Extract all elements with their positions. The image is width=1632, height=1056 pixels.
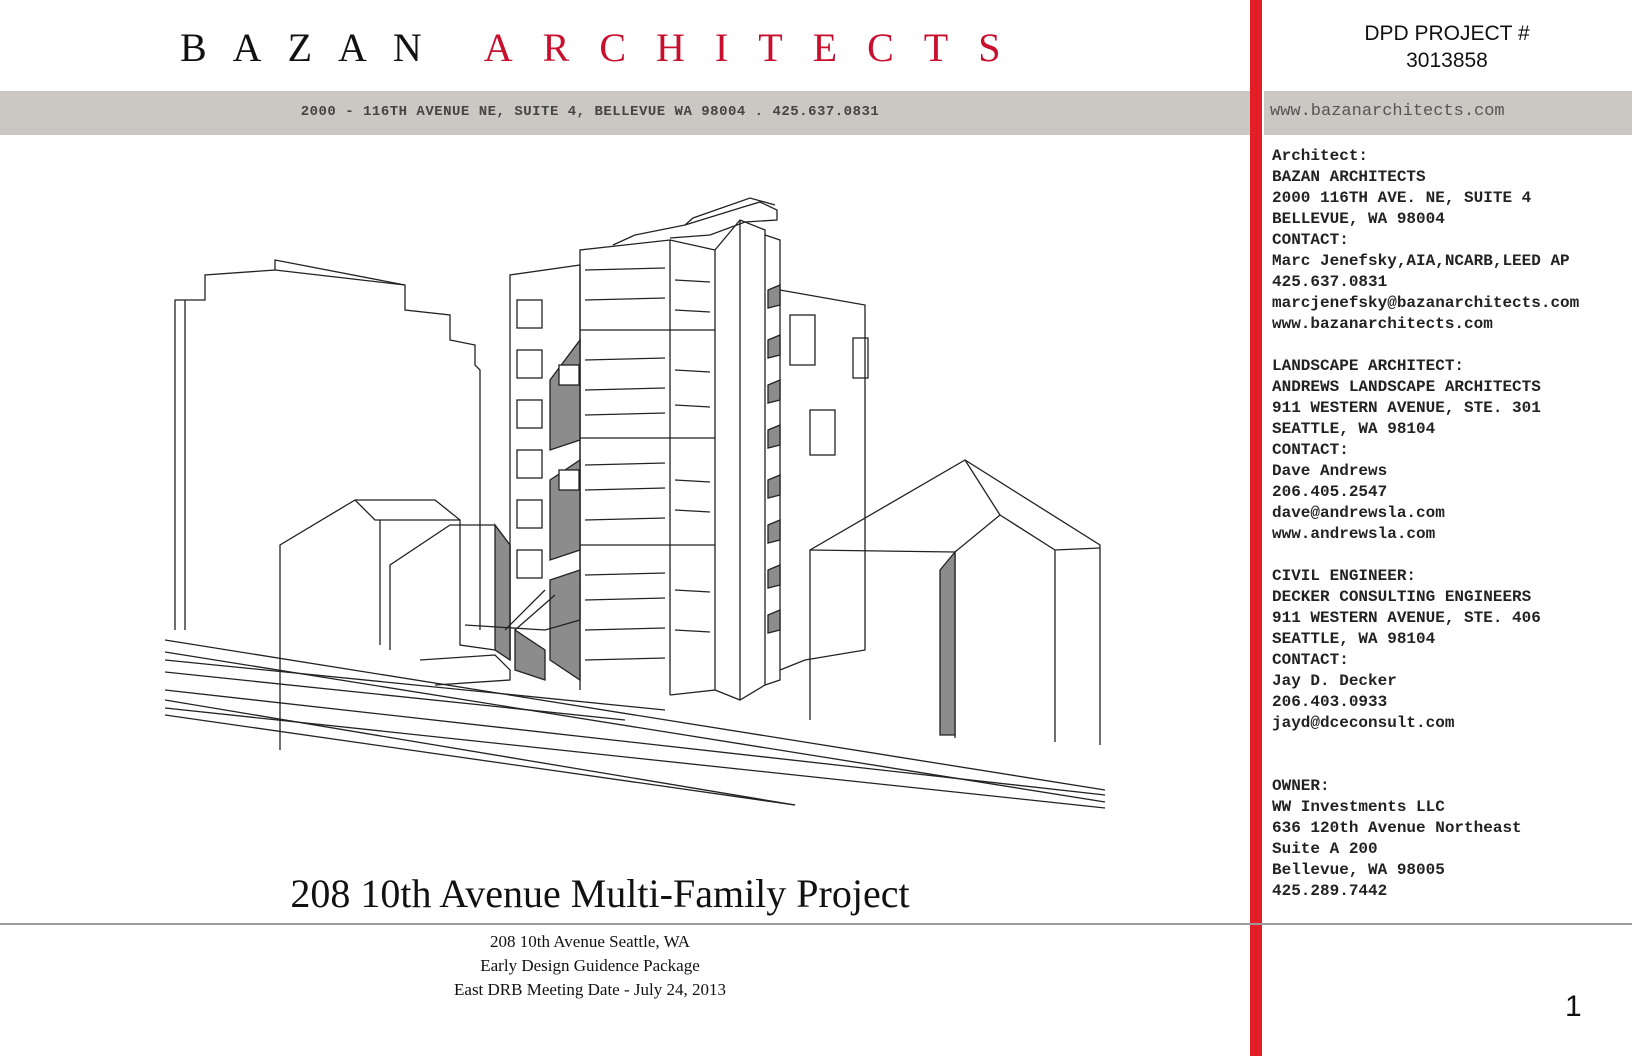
credit-line: OWNER: — [1272, 777, 1330, 795]
credit-line: BAZAN ARCHITECTS — [1272, 168, 1426, 186]
credit-line: CIVIL ENGINEER: — [1272, 567, 1417, 585]
firm-address: 2000 - 116TH AVENUE NE, SUITE 4, BELLEVUE WA 98004 . 425.637.0831 — [300, 104, 880, 120]
project-meeting-date: East DRB Meeting Date - July 24, 2013 — [454, 980, 726, 999]
website-band — [1264, 91, 1632, 135]
credit-line: www.bazanarchitects.com — [1272, 315, 1493, 333]
credit-line: 636 120th Avenue Northeast — [1272, 819, 1522, 837]
credit-landscape — [1272, 356, 1632, 545]
credit-civil — [1272, 566, 1632, 734]
credit-line: 425.637.0831 — [1272, 273, 1388, 291]
project-package: Early Design Guidence Package — [480, 956, 700, 975]
credit-line: Marc Jenefsky,AIA,NCARB,LEED AP — [1272, 252, 1570, 270]
credit-architect — [1272, 146, 1632, 335]
credit-line: 911 WESTERN AVENUE, STE. 406 — [1272, 609, 1541, 627]
credit-line: Suite A 200 — [1272, 840, 1378, 858]
project-title: 208 10th Avenue Multi-Family Project — [290, 871, 910, 916]
credit-line: CONTACT: — [1272, 441, 1349, 459]
project-number-block — [1262, 20, 1632, 74]
credit-line: www.andrewsla.com — [1272, 525, 1436, 543]
credit-line: SEATTLE, WA 98104 — [1272, 420, 1436, 438]
credit-line: LANDSCAPE ARCHITECT: — [1272, 357, 1465, 375]
credit-line: 2000 116TH AVE. NE, SUITE 4 — [1272, 189, 1532, 207]
project-subtitle-block — [0, 930, 1180, 1002]
project-number-label: DPD PROJECT # — [1364, 22, 1530, 45]
page-number: 1 — [1565, 990, 1582, 1023]
credit-line: BELLEVUE, WA 98004 — [1272, 210, 1445, 228]
credit-line: 425.289.7442 — [1272, 882, 1388, 900]
credit-line: CONTACT: — [1272, 231, 1349, 249]
logo-bazan: BAZAN — [180, 25, 448, 70]
credit-line: Jay D. Decker — [1272, 672, 1397, 690]
project-number-value: 3013858 — [1406, 49, 1488, 72]
red-divider — [1250, 0, 1262, 1056]
title-rule — [0, 923, 1632, 925]
credit-line: Architect: — [1272, 147, 1369, 165]
credit-line: 911 WESTERN AVENUE, STE. 301 — [1272, 399, 1541, 417]
credit-line: SEATTLE, WA 98104 — [1272, 630, 1436, 648]
credit-line: 206.405.2547 — [1272, 483, 1388, 501]
credit-line: 206.403.0933 — [1272, 693, 1388, 711]
firm-logo — [180, 24, 1030, 72]
project-address: 208 10th Avenue Seattle, WA — [489, 932, 691, 951]
credit-line: WW Investments LLC — [1272, 798, 1445, 816]
credit-line: jayd@dceconsult.com — [1272, 714, 1455, 732]
credit-line: DECKER CONSULTING ENGINEERS — [1272, 588, 1532, 606]
project-credits — [1272, 146, 1632, 902]
address-band — [0, 91, 1255, 135]
credit-line: Dave Andrews — [1272, 462, 1388, 480]
credit-line: CONTACT: — [1272, 651, 1349, 669]
building-perspective-drawing — [165, 190, 1165, 850]
credit-line: Bellevue, WA 98005 — [1272, 861, 1445, 879]
firm-website: www.bazanarchitects.com — [1270, 102, 1505, 121]
credit-line: dave@andrewsla.com — [1272, 504, 1445, 522]
credit-owner — [1272, 776, 1632, 902]
credit-line: marcjenefsky@bazanarchitects.com — [1272, 294, 1580, 312]
credit-line: ANDREWS LANDSCAPE ARCHITECTS — [1272, 378, 1541, 396]
logo-architects: ARCHITECTS — [483, 25, 1031, 70]
